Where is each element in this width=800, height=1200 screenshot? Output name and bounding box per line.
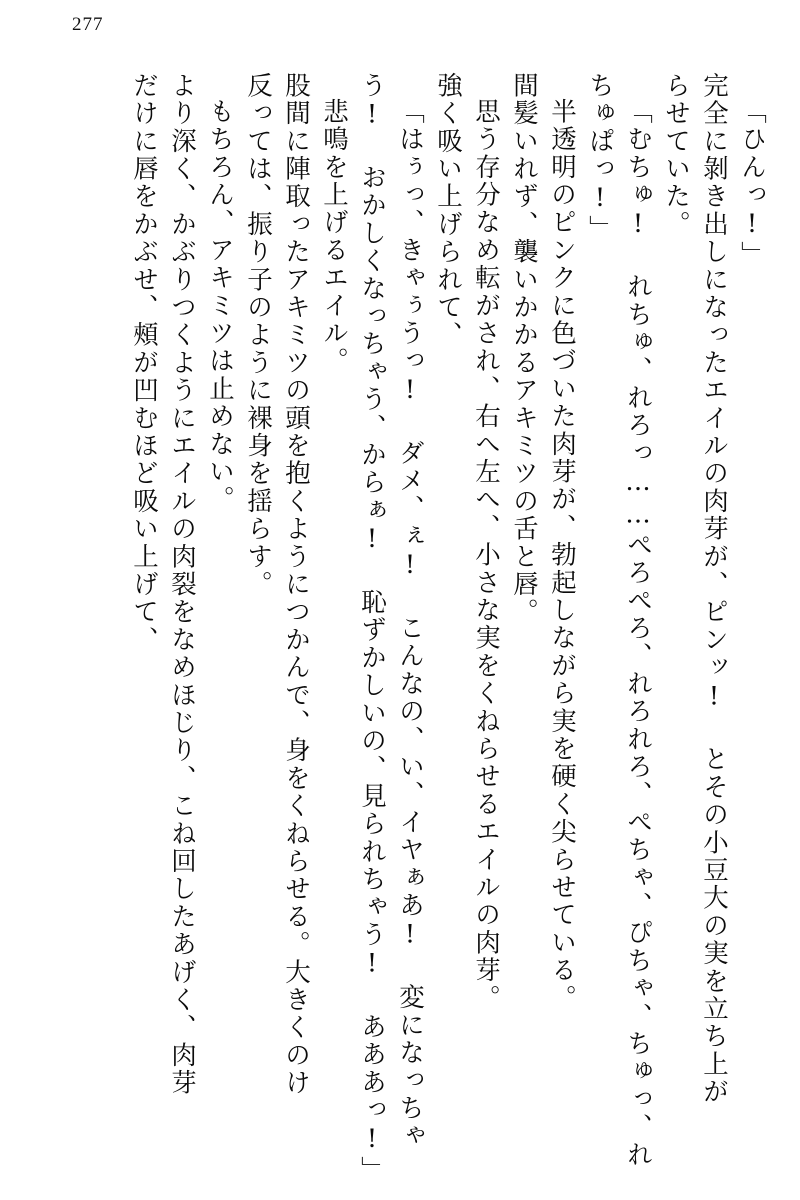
text-line: ちゅぱっ!」	[585, 72, 615, 243]
text-line: 「はぅっ、きゃぅうっ! ダメ、ぇ! こんなの、い、イヤぁあ! 変になっちゃ	[395, 98, 425, 1150]
text-line: 悲鳴を上げるエイル。	[319, 98, 349, 375]
text-line: 完全に剝き出しになったエイルの肉芽が、ピンッ! とその小豆大の実を立ち上が	[699, 72, 729, 1106]
page-number: 277	[72, 14, 104, 35]
text-line: 「むちゅ! れちゅ、れろっ……ぺろぺろ、れろれろ、ぺちゃ、ぴちゃ、ちゅっ、れ	[623, 98, 653, 1169]
vertical-text-body	[36, 72, 767, 1184]
text-line: 半透明のピンクに色づいた肉芽が、勃起しながら実を硬く尖らせている。	[547, 98, 577, 1013]
text-line: 間髪いれず、襲いかかるアキミツの舌と唇。	[509, 72, 539, 626]
text-line: 強く吸い上げられて、	[433, 72, 463, 349]
text-line: 反っては、振り子のように裸身を揺らす。	[243, 72, 273, 599]
text-line: 股間に陣取ったアキミツの頭を抱くようにつかんで、身をくねらせる。大きくのけ	[281, 72, 311, 1097]
text-line: 「ひんっ!」	[737, 98, 767, 269]
text-line: う! おかしくなっちゃう、からぁ! 恥ずかしいの、見られちゃう! あああっ!」	[357, 72, 387, 1184]
text-line: もちろん、アキミツは止めない。	[205, 98, 235, 514]
text-line: らせていた。	[661, 72, 691, 239]
text-line: 思う存分なめ転がされ、右へ左へ、小さな実をくねらせるエイルの肉芽。	[471, 98, 501, 1013]
text-line: より深く、かぶりつくようにエイルの肉裂をなめほじり、こね回したあげく、肉芽	[167, 72, 197, 1097]
text-line: だけに唇をかぶせ、頰が凹むほど吸い上げて、	[129, 72, 159, 654]
